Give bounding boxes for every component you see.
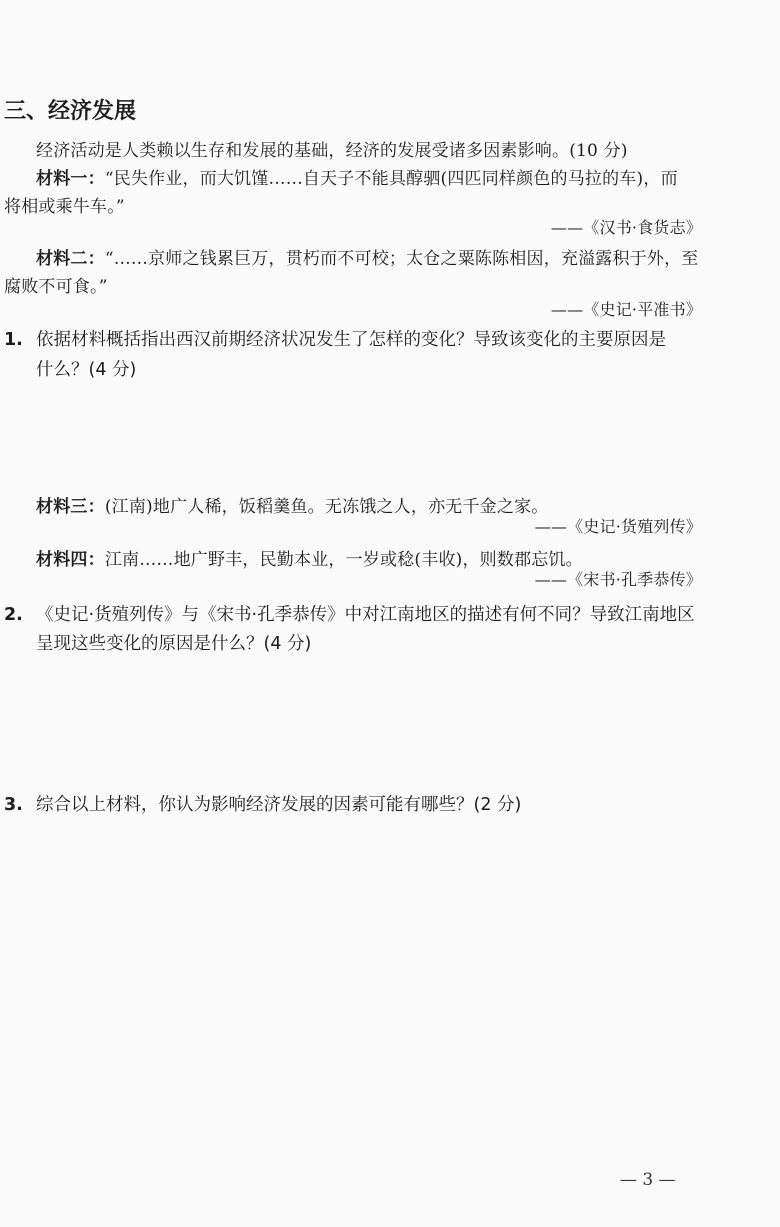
- question-2-line-2: 呈现这些变化的原因是什么？(4 分): [36, 634, 312, 654]
- material-4-source: ——《宋书·孔季恭传》: [534, 570, 702, 589]
- question-1: [4, 326, 666, 351]
- page-number: — 3 —: [620, 1170, 676, 1190]
- question-1-text: 依据材料概括指出西汉前期经济状况发生了怎样的变化？导致该变化的主要原因是: [36, 330, 666, 350]
- material-3-source: ——《史记·货殖列传》: [534, 517, 702, 536]
- material-1-line-1: [36, 164, 678, 189]
- material-1-line-2: 将相或乘牛车。”: [4, 197, 125, 217]
- question-1-number: 1.: [4, 330, 23, 350]
- material-2-source: ——《史记·平准书》: [550, 300, 702, 319]
- material-3: [36, 492, 548, 517]
- question-3: [4, 791, 521, 816]
- question-3-text: 综合以上材料，你认为影响经济发展的因素可能有哪些？(2 分): [36, 795, 522, 815]
- material-4: [36, 545, 583, 570]
- material-2-line-1: [36, 244, 699, 269]
- material-4-label: 材料四：: [36, 550, 105, 570]
- question-1-line-2: 什么？(4 分): [36, 360, 137, 380]
- question-2-text: 《史记·货殖列传》与《宋书·孔季恭传》中对江南地区的描述有何不同？导致江南地区: [36, 605, 695, 625]
- section-title: 三、经济发展: [4, 99, 137, 124]
- question-2: [4, 601, 695, 626]
- material-1-source: ——《汉书·食货志》: [550, 218, 702, 237]
- material-2-text: “……京师之钱累巨万，贯朽而不可校；太仓之粟陈陈相因，充溢露积于外，至: [104, 249, 699, 269]
- material-2-line-2: 腐败不可食。”: [4, 277, 108, 297]
- material-2-label: 材料二：: [36, 249, 105, 269]
- material-3-text: (江南)地广人稀，饭稻羹鱼。无冻饿之人，亦无千金之家。: [104, 497, 549, 517]
- intro-text: 经济活动是人类赖以生存和发展的基础，经济的发展受诸多因素影响。(10 分): [36, 141, 628, 161]
- question-2-number: 2.: [4, 605, 23, 625]
- question-3-number: 3.: [4, 795, 23, 815]
- material-1-label: 材料一：: [36, 169, 105, 189]
- material-1-text: “民失作业，而大饥馑……自天子不能具醇驷(四匹同样颜色的马拉的车)，而: [104, 169, 678, 189]
- material-4-text: 江南……地广野丰，民勤本业，一岁或稔(丰收)，则数郡忘饥。: [104, 550, 583, 570]
- material-3-label: 材料三：: [36, 497, 105, 517]
